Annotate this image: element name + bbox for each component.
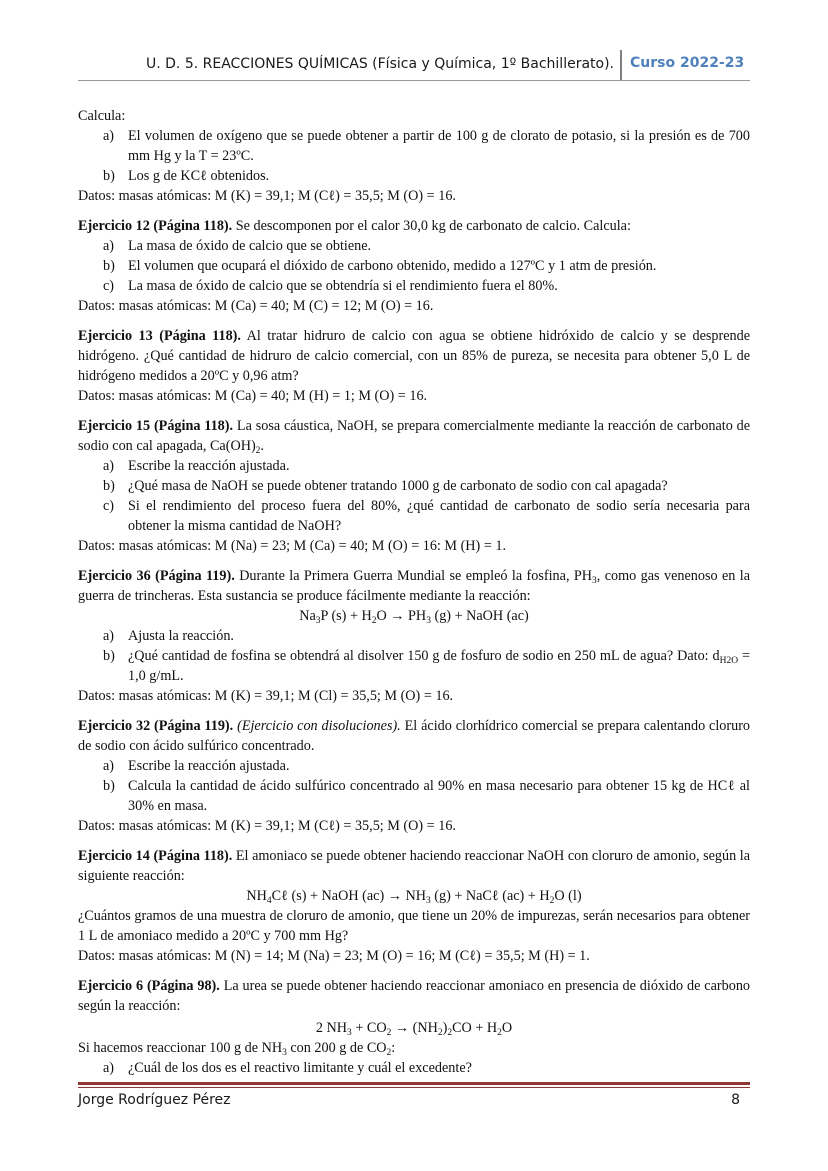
- list-item: [78, 1058, 750, 1078]
- item-label: a): [103, 128, 115, 144]
- exercise-text: Durante la Primera Guerra Mundial se empleó la fosfina, PH: [239, 568, 593, 584]
- item-label: c): [103, 278, 115, 294]
- exercise-heading: Ejercicio 32 (Página 119).: [78, 718, 234, 734]
- item-text: El volumen de oxígeno que se puede obtener a partir de 100 g de clorato de potasio, si la presión es de 700 mm Hg y la T = 23ºC.: [128, 128, 750, 164]
- exercise-heading: Ejercicio 15 (Página 118).: [78, 418, 234, 434]
- exercise-list: [78, 236, 750, 296]
- list-item: [78, 256, 750, 276]
- item-label: b): [103, 168, 115, 184]
- atomic-masses: Datos: masas atómicas: M (Ca) = 40; M (H) = 1; M (O) = 16.: [78, 388, 428, 404]
- exercise-12: [78, 216, 750, 316]
- exercise-6: [78, 976, 750, 1078]
- item-text: La masa de óxido de calcio que se obtiene.: [128, 238, 372, 254]
- exercise-list: [78, 1058, 750, 1078]
- list-item: [78, 276, 750, 296]
- page-header: [0, 50, 828, 80]
- exercise-32: [78, 716, 750, 836]
- item-text: ¿Qué masa de NaOH se puede obtener tratando 1000 g de carbonato de sodio con cal apagada?: [128, 478, 668, 494]
- list-item: [78, 126, 750, 166]
- header-divider: [620, 50, 622, 80]
- item-text: La masa de óxido de calcio que se obtendría si el rendimiento fuera el 80%.: [128, 278, 558, 294]
- item-label: a): [103, 1060, 115, 1076]
- item-label: a): [103, 458, 115, 474]
- subscript: 2: [255, 446, 261, 456]
- exercise-line: Si hacemos reaccionar 100 g de $NH_3$ con 200 g de $CO_2$:: [78, 1040, 396, 1058]
- intro-lead: Calcula:: [78, 108, 126, 124]
- item-text: ¿Cuál de los dos es el reactivo limitante y cuál el excedente?: [128, 1060, 472, 1076]
- item-label: a): [103, 758, 115, 774]
- list-item: [78, 476, 750, 496]
- exercise-text: El amoniaco se puede obtener haciendo reaccionar NaOH con cloruro de amonio, según la siguiente reacción:: [78, 848, 751, 884]
- chemical-equation: 2 $NH_3 + CO_2 \to (NH_2)_2CO + H_2O$: [315, 1020, 513, 1038]
- header-title: U. D. 5. REACCIONES QUÍMICAS (Física y Química, 1º Bachillerato).: [145, 56, 614, 72]
- item-text: El volumen que ocupará el dióxido de carbono obtenido, medido a 127ºC y 1 atm de presión.: [128, 258, 657, 274]
- exercise-heading: Ejercicio 12 (Página 118).: [78, 218, 233, 234]
- item-text: ¿Qué cantidad de fosfina se obtendrá al disolver 150 g de fosfuro de sodio en 250 mL de agua? Dato:: [128, 648, 713, 664]
- item-label: a): [103, 238, 115, 254]
- exercise-text: El ácido clorhídrico comercial se prepara calentando cloruro de sodio con ácido sulfúrico concentrado.: [78, 718, 751, 754]
- exercise-heading: Ejercicio 6 (Página 98).: [78, 978, 220, 994]
- list-item: [78, 496, 750, 536]
- item-text: Escribe la reacción ajustada.: [128, 758, 290, 774]
- item-label: a): [103, 628, 115, 644]
- item-label: b): [103, 648, 115, 664]
- list-item: b) ¿Qué cantidad de fosfina se obtendrá al disolver 150 g de fosfuro de sodio en 250 mL de agua? Dato: $d_{H2O} = 1,0$ g/mL.: [103, 648, 750, 684]
- atomic-masses: Datos: masas atómicas: M (K) = 39,1; M (Cl) = 35,5; M (O) = 16.: [78, 688, 454, 704]
- exercise-list: [78, 626, 750, 686]
- atomic-masses: Datos: masas atómicas: M (K) = 39,1; M (Cℓ) = 35,5; M (O) = 16.: [78, 188, 456, 204]
- exercise-text: Al tratar hidruro de calcio con agua se obtiene hidróxido de calcio y se desprende hidrógeno. ¿Qué cantidad de hidruro de calcio comercial, con un 85% de pureza, se necesita para obtener 5,0 L de hidrógeno medidos a 20ºC y 0,96 atm?: [78, 328, 751, 384]
- list-item: [78, 456, 750, 476]
- chemical-equation: $Na_3P$ $(s) + H_2O \to PH_3$ (g) + NaOH (ac): [299, 608, 529, 626]
- header-rule: [78, 80, 750, 81]
- exercise-36: [78, 566, 750, 706]
- list-item: [78, 756, 750, 776]
- atomic-masses: Datos: masas atómicas: M (Na) = 23; M (Ca) = 40; M (O) = 16: M (H) = 1.: [78, 538, 507, 554]
- exercise-text-tail: .: [260, 438, 264, 454]
- exercise-note: (Ejercicio con disoluciones).: [237, 718, 401, 734]
- exercise-list: [78, 756, 750, 816]
- intro-block: [78, 106, 750, 206]
- item-label: b): [103, 258, 115, 274]
- item-label: b): [103, 778, 115, 794]
- exercise-14: [78, 846, 750, 966]
- exercise-text: La sosa cáustica, NaOH, se prepara comercialmente mediante la reacción de carbonato de sodio con cal apagada, Ca(OH): [78, 418, 751, 454]
- exercise-text: La urea se puede obtener haciendo reaccionar amoniaco en presencia de dióxido de carbono según la reacción:: [78, 978, 751, 1014]
- exercise-heading: Ejercicio 36 (Página 119).: [78, 568, 235, 584]
- footer-author: Jorge Rodríguez Pérez: [78, 1092, 231, 1108]
- item-label: b): [103, 478, 115, 494]
- item-text: Ajusta la reacción.: [128, 628, 234, 644]
- footer-rule-thin: [78, 1087, 750, 1088]
- exercise-13: [78, 326, 750, 406]
- footer-rule-thick: [78, 1082, 750, 1085]
- exercise-list: [78, 456, 750, 536]
- subscript: 3: [592, 576, 597, 586]
- atomic-masses: Datos: masas atómicas: M (N) = 14; M (Na) = 23; M (O) = 16; M (Cℓ) = 35,5; M (H) = 1.: [78, 948, 590, 964]
- item-text: Si el rendimiento del proceso fuera del 80%, ¿qué cantidad de carbonato de sodio sería necesaria para obtener la misma cantidad de NaOH?: [128, 498, 750, 534]
- item-text: Escribe la reacción ajustada.: [128, 458, 290, 474]
- exercise-heading: Ejercicio 14 (Página 118).: [78, 848, 233, 864]
- item-label: c): [103, 498, 115, 514]
- list-item: [78, 776, 750, 816]
- list-item: [78, 236, 750, 256]
- exercise-question: ¿Cuántos gramos de una muestra de cloruro de amonio, que tiene un 20% de impurezas, serán necesarios para obtener 1 L de amoniaco medido a 20ºC y 700 mm Hg?: [78, 908, 750, 944]
- atomic-masses: Datos: masas atómicas: M (K) = 39,1; M (Cℓ) = 35,5; M (O) = 16.: [78, 818, 456, 834]
- header-course: Curso 2022-23: [630, 55, 745, 71]
- item-text: Los g de KCℓ obtenidos.: [128, 168, 270, 184]
- exercise-text: , como gas venenoso en la guerra de trincheras. Esta sustancia se produce fácilmente mediante la reacción:: [78, 568, 750, 604]
- exercise-15: [78, 416, 750, 556]
- intro-list: [78, 126, 750, 186]
- page-number: 8: [731, 1092, 740, 1108]
- document-body: [78, 106, 750, 1078]
- chemical-equation: $NH_4C\ell$ (s) + NaOH $(ac) \to NH_3$ (g) + NaCℓ $(ac) + H_2O$ (l): [246, 888, 582, 906]
- atomic-masses: Datos: masas atómicas: M (Ca) = 40; M (C) = 12; M (O) = 16.: [78, 298, 434, 314]
- exercise-heading: Ejercicio 13 (Página 118).: [78, 328, 241, 344]
- list-item: [78, 626, 750, 646]
- exercise-text: Se descomponen por el calor 30,0 kg de carbonato de calcio. Calcula:: [235, 218, 631, 234]
- item-text: Calcula la cantidad de ácido sulfúrico concentrado al 90% en masa necesario para obtener 15 kg de HCℓ al 30% en masa.: [128, 778, 750, 814]
- list-item: [78, 166, 750, 186]
